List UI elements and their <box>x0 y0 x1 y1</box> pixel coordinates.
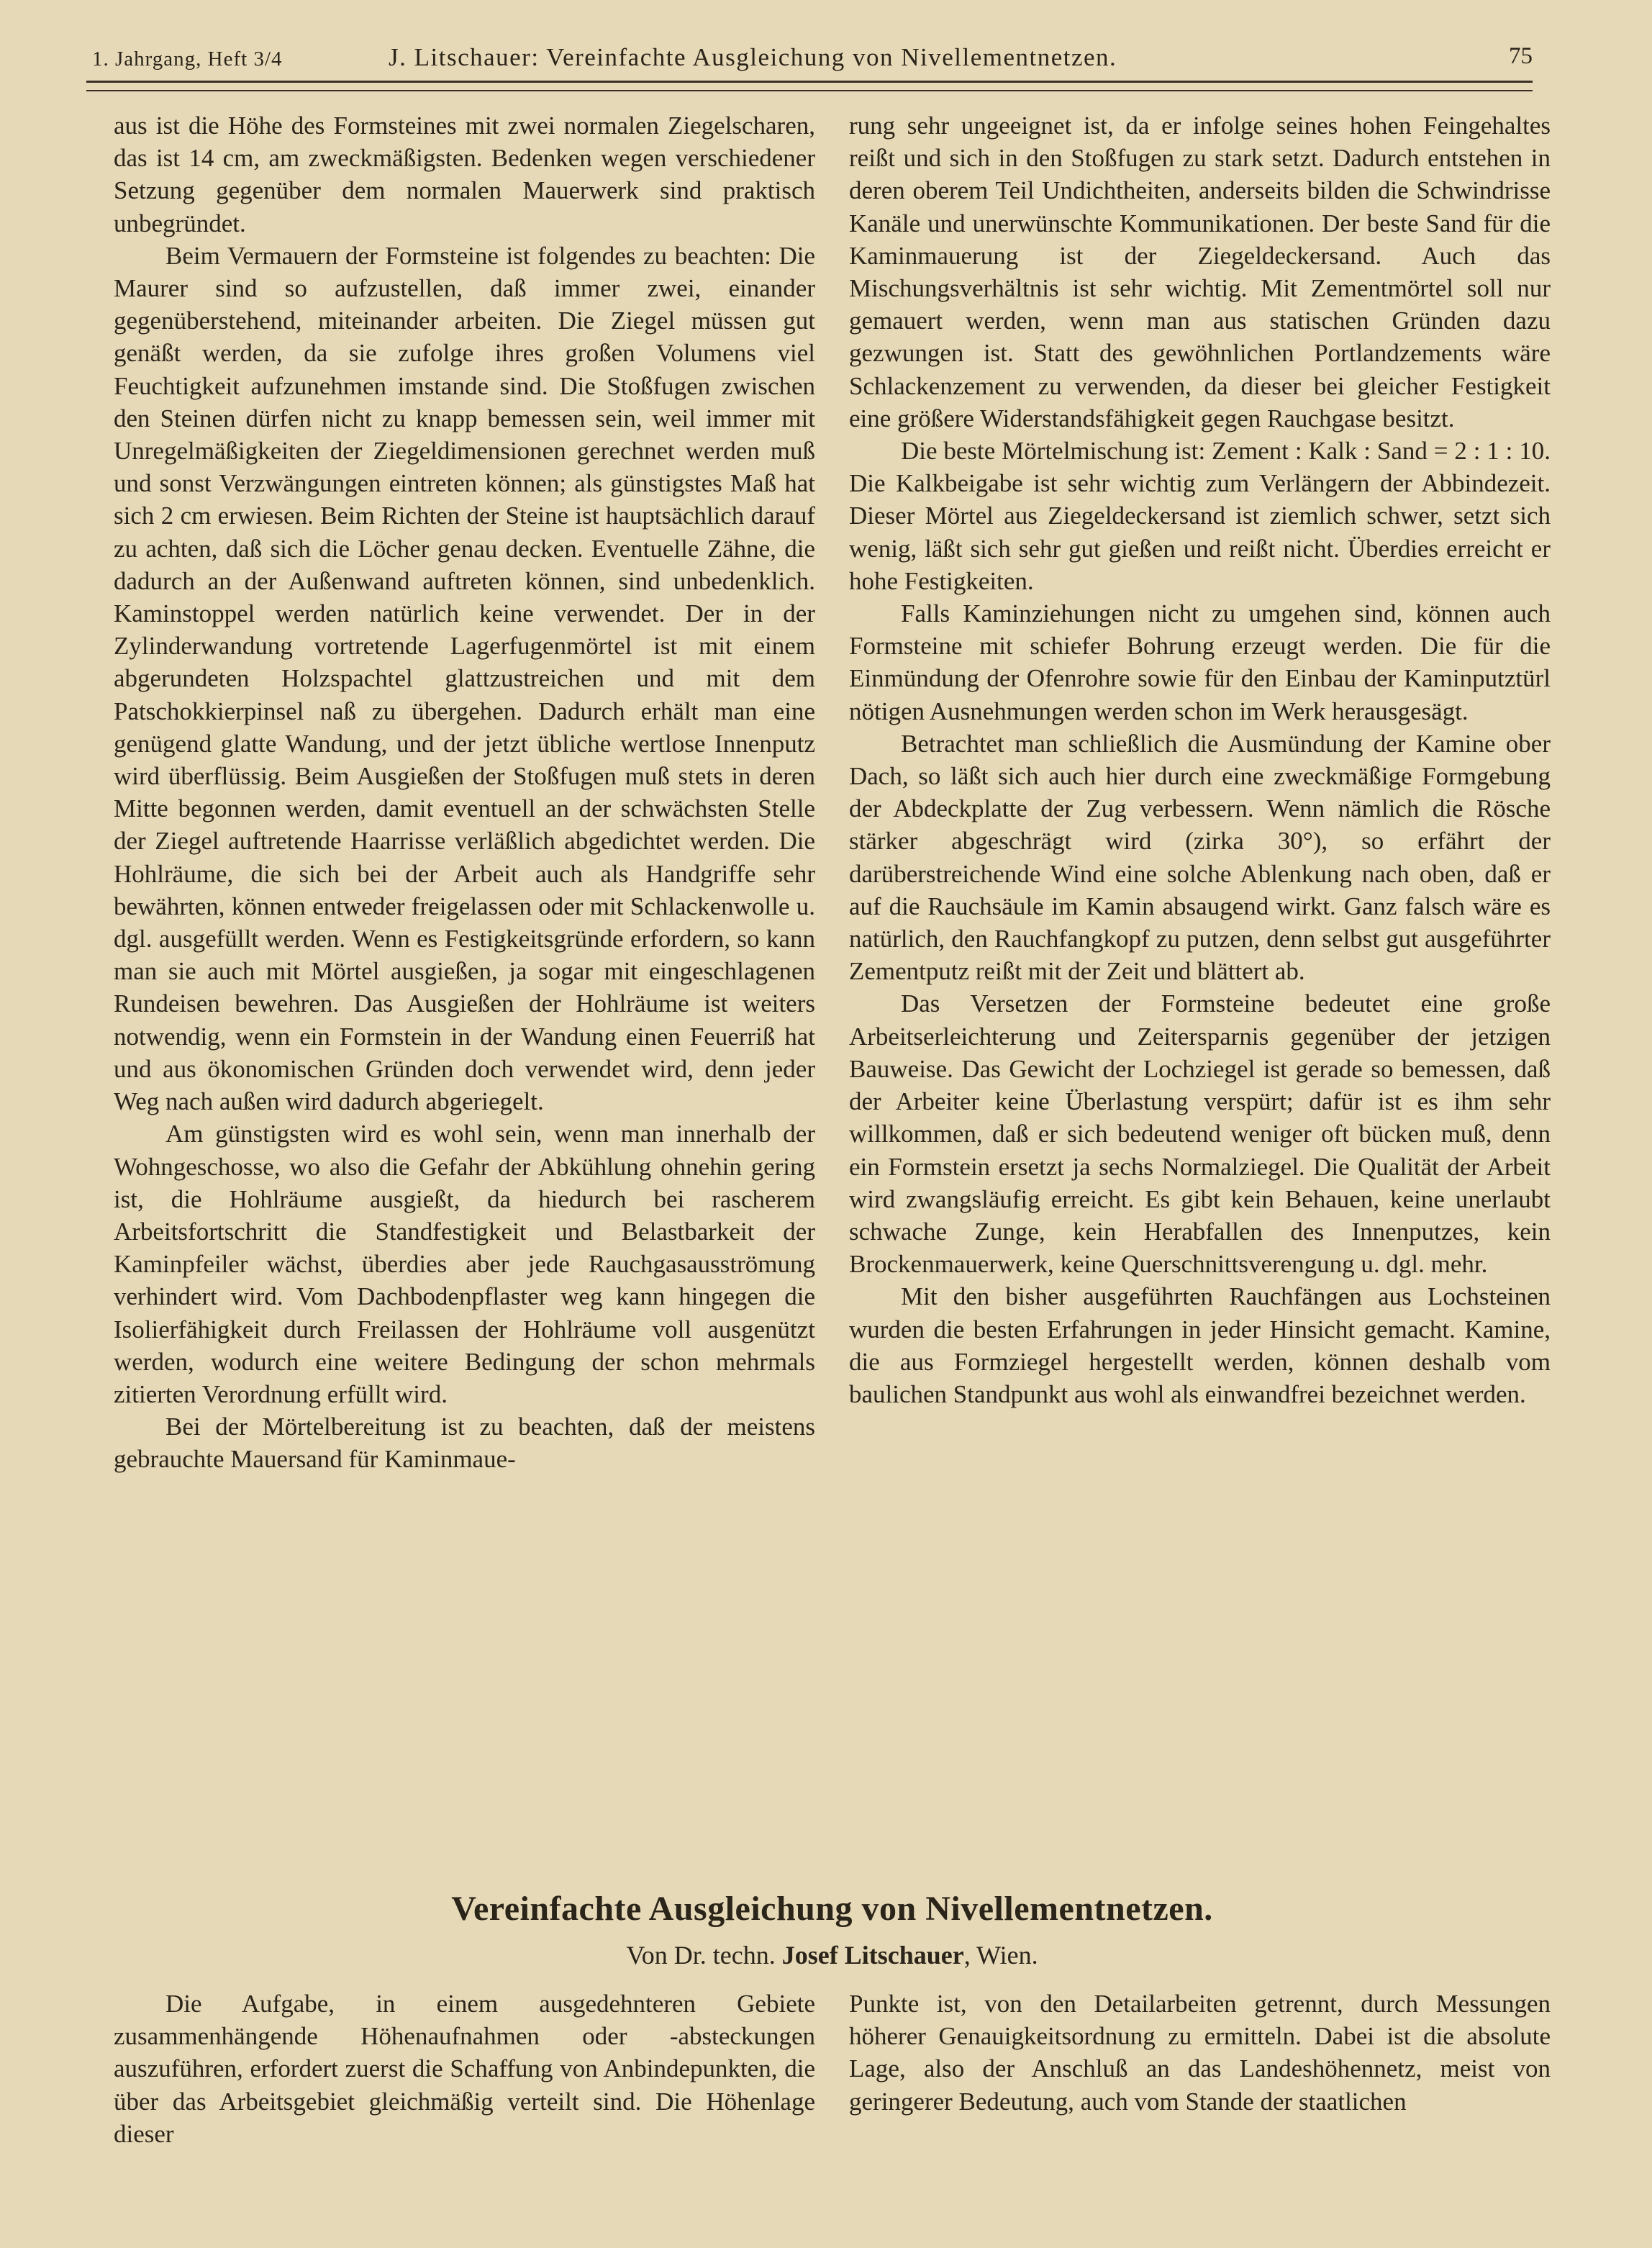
paragraph: Das Versetzen der Formsteine bedeutet eine große Arbeitserleichterung und Zeitersparnis gegenüber der jetzigen Bauweise. Das Gewicht der Lochziegel ist gerade so bemessen, daß der Arbeiter keine Überlastung verspürt; dafür ist es ihm sehr willkommen, daß er sich bedeutend weniger oft bücken muß, denn ein Formstein ersetzt ja sechs Normalziegel. Die Qualität der Arbeit wird zwangsläufig erreicht. Es gibt kein Behauen, keine unerlaubt schwache Zunge, kein Herabfallen des Innenputzes, kein Brockenmauerwerk, keine Querschnittsverengung u. dgl. mehr. <box>849 989 1551 1279</box>
paragraph: aus ist die Höhe des Formsteines mit zwei normalen Ziegelscharen, das ist 14 cm, am zweckmäßigsten. Bedenken wegen verschiedener Setzung gegenüber dem normalen Mauerwerk sind praktisch unbegründet. <box>114 112 815 237</box>
running-header <box>86 42 1533 79</box>
right-column <box>849 109 1551 1410</box>
paragraph: rung sehr ungeeignet ist, da er infolge seines hohen Feingehaltes reißt und sich in den Stoßfugen zu stark setzt. Dadurch entstehen in deren oberem Teil Undichtheiten, anderseits bilden die Schwindrisse Kanäle und unerwünschte Kommunikationen. Der beste Sand für die Kaminmauerung ist der Ziegeldeckersand. Auch das Mischungsverhältnis ist sehr wichtig. Mit Zementmörtel soll nur gemauert werden, wenn man aus statischen Gründen dazu gezwungen ist. Statt des gewöhnlichen Portlandzements wäre Schlackenzement zu verwenden, da dieser bei gleicher Festigkeit eine größere Widerstandsfähigkeit gegen Rauchgase besitzt. <box>849 112 1551 432</box>
paragraph: Die Aufgabe, in einem ausgedehnteren Gebiete zusammenhängende Höhenaufnahmen oder -absteckungen auszuführen, erfordert zuerst die Schaffung von Anbindepunkten, die über das Arbeitsgebiet gleichmäßig verteilt sind. Die Höhenlage dieser <box>114 1990 815 2148</box>
page-number: 75 <box>1509 43 1533 69</box>
paragraph: Bei der Mörtelbereitung ist zu beachten, daß der meistens gebrauchte Mauersand für Kaminmaue- <box>114 1413 815 1474</box>
paragraph: Beim Vermauern der Formsteine ist folgendes zu beachten: Die Maurer sind so aufzustellen, daß immer zwei, einander gegenüberstehend, miteinander arbeiten. Die Ziegel müssen gut genäßt werden, da sie zufolge ihres großen Volumens viel Feuchtigkeit aufzunehmen imstande sind. Die Stoßfugen zwischen den Steinen dürfen nicht zu knapp bemessen sein, weil immer mit Unregelmäßigkeiten der Ziegeldimensionen gerechnet werden muß und sonst Verzwängungen eintreten können; als günstigstes Maß hat sich 2 cm erwiesen. Beim Richten der Steine ist hauptsächlich darauf zu achten, daß sich die Löcher genau decken. Eventuelle Zähne, die dadurch an der Außenwand auftreten können, sind unbedenklich. Kaminstoppel werden natürlich keine verwendet. Der in der Zylinderwandung vortretende Lagerfugenmörtel ist mit einem abgerundeten Holzspachtel glattzustreichen und mit dem Patschokkierpinsel naß zu übergehen. Dadurch erhält man eine genügend glatte Wandung, und der jetzt übliche wertlose Innenputz wird überflüssig. Beim Ausgießen der Stoßfugen muß stets in deren Mitte begonnen werden, damit eventuell an der schwächsten Stelle der Ziegel auftretende Haarrisse verläßlich abgedichtet werden. Die Hohlräume, die sich bei der Arbeit auch als Handgriffe sehr bewährten, können entweder freigelassen oder mit Schlackenwolle u. dgl. ausgefüllt werden. Wenn es Festigkeitsgründe erfordern, so kann man sie auch mit Mörtel ausgießen, ja sogar mit eingeschlagenen Rundeisen bewehren. Das Ausgießen der Hohlräume ist weiters notwendig, wenn ein Formstein in der Wandung einen Feuerriß hat und aus ökonomischen Gründen doch verwendet wird, denn jeder Weg nach außen wird dadurch abgeriegelt. <box>114 241 815 1116</box>
author-name: Josef Litschauer <box>781 1941 964 1970</box>
paragraph: Betrachtet man schließlich die Ausmündung der Kamine ober Dach, so läßt sich auch hier durch eine zweckmäßige Formgebung der Abdeckplatte der Zug verbessern. Wenn nämlich die Rösche stärker abgeschrägt wird (zirka 30°), so erfährt der darüberstreichende Wind eine solche Ablenkung nach oben, daß er auf die Rauchsäule im Kamin absaugend wirkt. Ganz falsch wäre es natürlich, den Rauchfangkopf zu putzen, denn selbst gut ausgeführter Zementputz reißt mit der Zeit und blättert ab. <box>849 729 1551 986</box>
paragraph: Am günstigsten wird es wohl sein, wenn man innerhalb der Wohngeschosse, wo also die Gefahr der Abkühlung ohnehin gering ist, die Hohlräume ausgießt, da hiedurch bei rascherem Arbeitsfortschritt die Standfestigkeit und Belastbarkeit der Kaminpfeiler wächst, überdies aber jede Rauchgasausströmung verhindert wird. Vom Dachbodenpflaster weg kann hingegen die Isolierfähigkeit durch Freilassen der Hohlräume voll ausgenützt werden, wodurch eine weitere Bedingung der schon mehrmals zitierten Verordnung erfüllt wird. <box>114 1120 815 1408</box>
paragraph: Punkte ist, von den Detailarbeiten getrennt, durch Messungen höherer Genauigkeitsordnung zu ermitteln. Dabei ist die absolute Lage, also der Anschluß an das Landeshöhennetz, meist von geringerer Bedeutung, auch vom Stande der staatlichen <box>849 1990 1551 2116</box>
byline-suffix: , Wien. <box>963 1941 1038 1970</box>
article-heading <box>114 1889 1551 1970</box>
left-column <box>114 109 815 1476</box>
byline-prefix: Von Dr. techn. <box>626 1941 776 1970</box>
article-byline <box>114 1940 1551 1970</box>
article-left-column <box>114 1988 815 2150</box>
header-rule <box>86 81 1533 91</box>
header-running-title: J. Litschauer: Vereinfachte Ausgleichung von Nivellementnetzen. <box>389 43 1117 71</box>
header-volume-issue: 1. Jahrgang, Heft 3/4 <box>92 47 283 71</box>
paragraph: Mit den bisher ausgeführten Rauchfängen aus Lochsteinen wurden die besten Erfahrungen in jeder Hinsicht gemacht. Kamine, die aus Formziegel hergestellt werden, können deshalb vom baulichen Standpunkt aus wohl als einwandfrei bezeichnet werden. <box>849 1282 1551 1408</box>
article-title: Vereinfachte Ausgleichung von Nivellementnetzen. <box>451 1890 1213 1928</box>
paragraph: Falls Kaminziehungen nicht zu umgehen sind, können auch Formsteine mit schiefer Bohrung erzeugt werden. Die für die Einmündung der Ofenrohre sowie für den Einbau der Kaminputztürl nötigen Ausnehmungen werden schon im Werk herausgesägt. <box>849 599 1551 725</box>
article-right-column <box>849 1988 1551 2118</box>
paragraph: Die beste Mörtelmischung ist: Zement : Kalk : Sand = 2 : 1 : 10. Die Kalkbeigabe ist sehr wichtig zum Verlängern der Abbindezeit. Dieser Mörtel aus Ziegeldeckersand ist ziemlich schwer, setzt sich wenig, läßt sich sehr gut gießen und reißt nicht. Überdies erreicht er hohe Festigkeiten. <box>849 437 1551 595</box>
